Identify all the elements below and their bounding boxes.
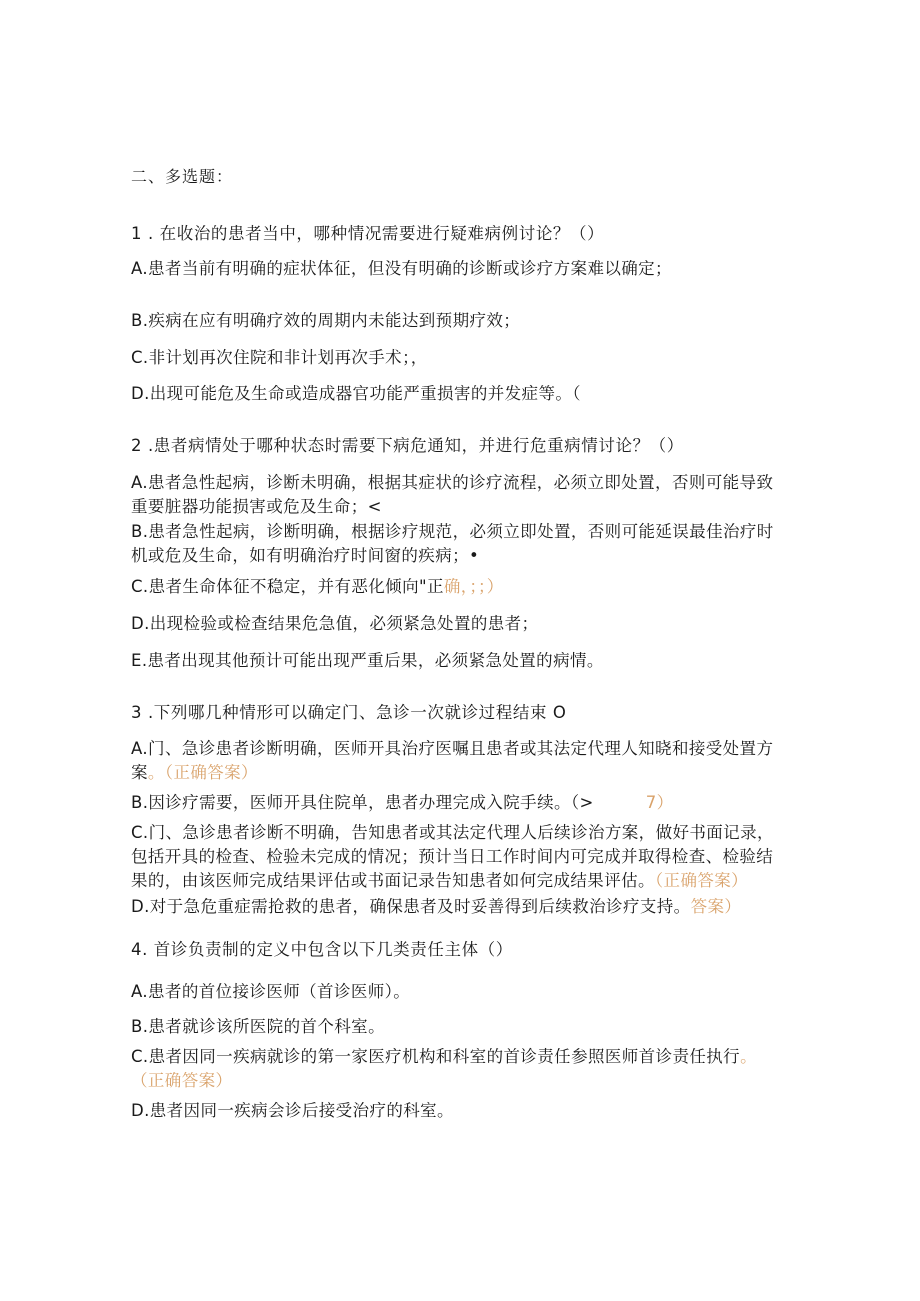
question-2-option-b-line2: 机或危及生命，如有明确治疗时间窗的疾病；• [131, 546, 480, 565]
answer-mark: （正确答案） [654, 871, 749, 890]
question-3-option-c-line1: C.门、急诊患者诊断不明确，告知患者或其法定代理人后续诊治方案，做好书面记录， [131, 823, 774, 842]
question-3-option-b [131, 792, 674, 814]
question-3-option-c-line2: 包括开具的检查、检验未完成的情况；预计当日工作时间内可完成并取得检查、检验结 [131, 847, 774, 866]
question-3-option-a-line1: A.门、急诊患者诊断明确，医师开具治疗医嘱且患者或其法定代理人知晓和接受处置方 [131, 739, 774, 758]
question-2-option-a-line1: A.患者急性起病，诊断未明确，根据其症状的诊疗流程，必须立即处置，否则可能导致 [131, 473, 774, 492]
question-3-option-c-line3-text: 果的，由该医师完成结果评估或书面记录告知患者如何完成结果评估。 [131, 871, 655, 890]
question-4-option-a: A.患者的首位接诊医师（首诊医师）。 [131, 982, 411, 1001]
question-3-option-b-text: B.因诊疗需要，医师开具住院单，患者办理完成入院手续。（> [131, 793, 594, 812]
answer-mark: 答案） [690, 897, 742, 916]
question-3-option-c-line3 [131, 870, 748, 892]
question-2-option-c [131, 576, 504, 598]
question-1-option-b: B.疾病在应有明确疗效的周期内未能达到预期疗效； [131, 311, 521, 330]
question-1-option-a: A.患者当前有明确的症状体征，但没有明确的诊断或诊疗方案难以确定； [131, 259, 672, 278]
question-1-title: 1 . 在收治的患者当中，哪种情况需要进行疑难病例讨论？（） [131, 224, 605, 243]
answer-mark: 确，；；） [443, 577, 504, 596]
question-4-option-b: B.患者就诊该所医院的首个科室。 [131, 1017, 385, 1036]
question-4-option-c-line1 [131, 1046, 757, 1068]
question-2-option-c-text: C.患者生命体征不稳定，并有恶化倾向"正 [131, 577, 444, 596]
section-title: 二、多选题： [131, 167, 234, 186]
question-3-option-a-line2-text: 案 [131, 763, 148, 782]
answer-mark: 。 [740, 1047, 757, 1066]
question-3-option-d-text: D.对于急危重症需抢救的患者，确保患者及时妥善得到后续救治诊疗支持。 [131, 897, 691, 916]
question-4-option-c-line2 [131, 1070, 232, 1092]
question-4-option-c-text: C.患者因同一疾病就诊的第一家医疗机构和科室的首诊责任参照医师首诊责任执行 [131, 1047, 741, 1066]
question-3-option-a-line2 [131, 762, 258, 784]
question-2-option-e: E.患者出现其他预计可能出现严重后果，必须紧急处置的病情。 [131, 651, 604, 670]
question-2-option-b-line1: B.患者急性起病，诊断明确，根据诊疗规范，必须立即处置，否则可能延误最佳治疗时 [131, 522, 774, 541]
question-3-option-d [131, 896, 741, 918]
question-1-option-c: C.非计划再次住院和非计划再次手术；， [131, 348, 428, 367]
question-2-option-a-line2: 重要脏器功能损害或危及生命；< [131, 497, 382, 516]
answer-mark: 。（正确答案） [147, 763, 258, 782]
question-3-title: 3 .下列哪几种情形可以确定门、急诊一次就诊过程结束 O [131, 703, 567, 722]
question-4-title: 4. 首诊负责制的定义中包含以下几类责任主体（） [131, 940, 513, 959]
question-2-option-d: D.出现检验或检查结果危急值，必须紧急处置的患者； [131, 614, 539, 633]
question-4-option-d: D.患者因同一疾病会诊后接受治疗的科室。 [131, 1101, 454, 1120]
question-1-option-d: D.出现可能危及生命或造成器官功能严重损害的并发症等。（ [131, 384, 581, 403]
answer-mark: （正确答案） [131, 1071, 233, 1090]
answer-mark: 7） [645, 793, 674, 812]
question-2-title: 2 .患者病情处于哪种状态时需要下病危通知，并进行危重病情讨论？（） [131, 436, 684, 455]
